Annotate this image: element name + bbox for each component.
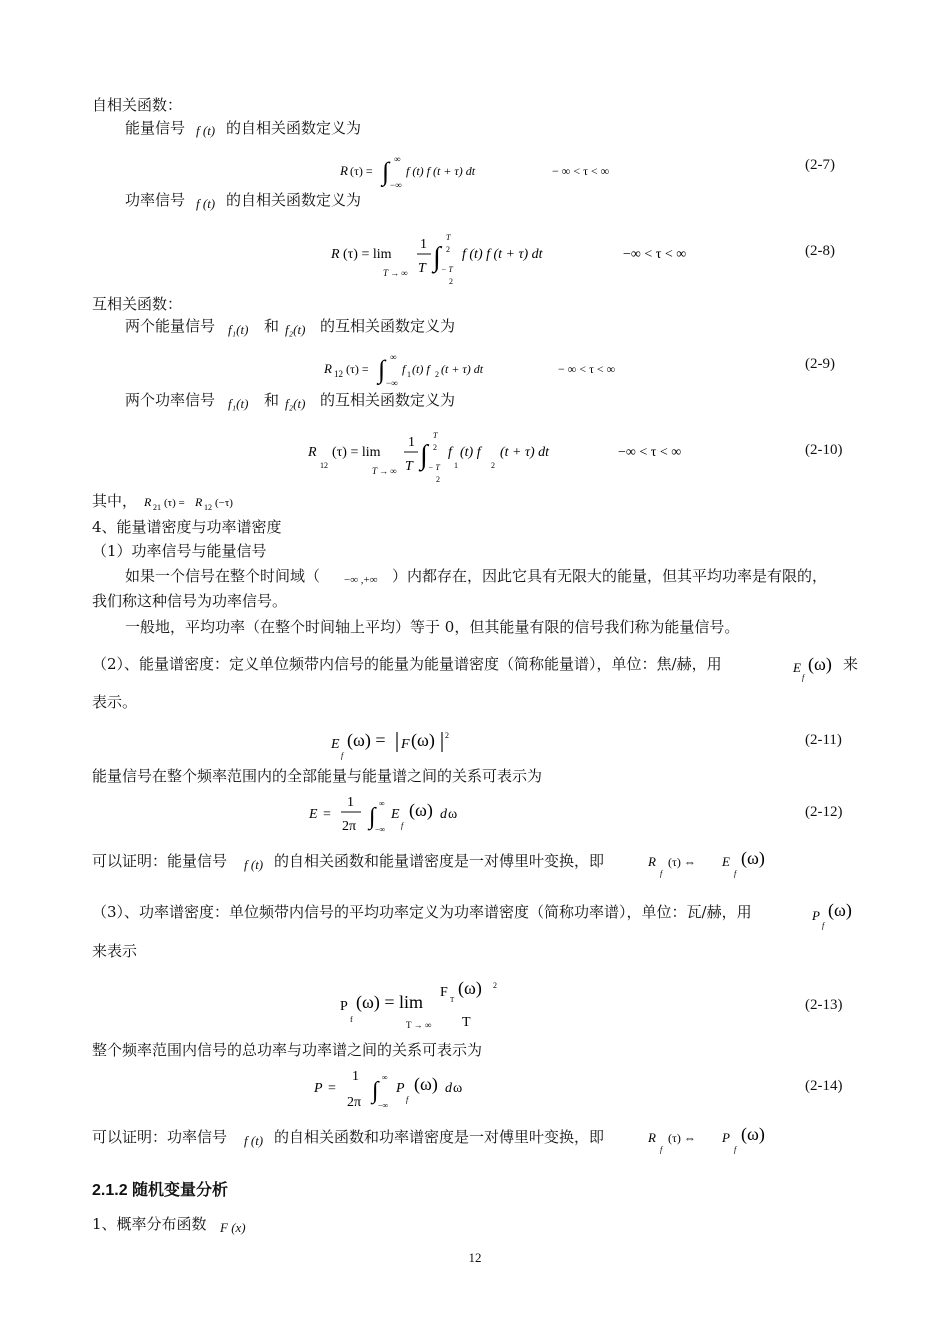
eq-number-2-12: (2-12) xyxy=(805,804,843,820)
svg-text:P: P xyxy=(396,1081,405,1096)
subsection-2-text: （2）、能量谱密度：定义单位频带内信号的能量为能量谱密度（简称能量谱），单位：焦/赫，用 xyxy=(92,655,722,673)
svg-text:(τ) = lim: (τ) = lim xyxy=(332,445,381,460)
power-def-text-2: 的自相关函数定义为 xyxy=(226,191,362,209)
svg-text:2: 2 xyxy=(446,245,450,254)
equation-2-12 xyxy=(305,790,485,836)
svg-text:R: R xyxy=(195,495,203,509)
svg-text:f: f xyxy=(402,362,406,376)
svg-text:(τ) ⇔: (τ) ⇔ xyxy=(668,855,696,869)
svg-text:(τ) ⇔: (τ) ⇔ xyxy=(668,1131,696,1145)
proof2-symbol: f (t) xyxy=(244,1133,264,1148)
svg-text:T: T xyxy=(462,1015,471,1030)
para1-text-a: 如果一个信号在整个时间域（ xyxy=(125,567,321,585)
svg-text:−∞: −∞ xyxy=(386,378,398,388)
power-spectrum-symbol xyxy=(808,898,863,932)
svg-text:f: f xyxy=(802,673,805,682)
svg-text:∞: ∞ xyxy=(379,799,385,808)
svg-text:(ω): (ω) xyxy=(828,900,852,920)
svg-text:21: 21 xyxy=(153,503,161,512)
svg-text:R: R xyxy=(324,361,332,376)
svg-text:d: d xyxy=(445,1081,452,1096)
svg-text:(t) f: (t) f xyxy=(460,445,481,460)
svg-text:∞: ∞ xyxy=(390,352,397,362)
subsection-3-text-c: 来表示 xyxy=(92,942,138,960)
svg-text:∫: ∫ xyxy=(420,440,428,471)
svg-text:2: 2 xyxy=(449,277,453,286)
svg-text:f: f xyxy=(341,751,344,760)
equation-2-9 xyxy=(318,346,648,390)
subsection-3-text: （3）、功率谱密度：单位频带内信号的平均功率定义为功率谱密度（简称功率谱），单位：瓦/赫，用 xyxy=(92,903,752,921)
subsection-1-heading: （1）功率信号与能量信号 xyxy=(92,542,267,560)
svg-text:12: 12 xyxy=(320,461,328,470)
equation-2-8 xyxy=(325,228,725,290)
subsection-2-text-c: 表示。 xyxy=(92,693,138,711)
crosscorr-heading: 互相关函数： xyxy=(92,295,183,313)
svg-text:(ω): (ω) xyxy=(409,800,433,820)
svg-text:E: E xyxy=(331,737,340,752)
svg-text:∫: ∫ xyxy=(378,355,386,384)
cross-energy-f1: f₁(t) xyxy=(228,322,249,337)
proof2-expression xyxy=(644,1120,784,1158)
svg-text:(ω) =: (ω) = xyxy=(347,730,386,750)
svg-text:f: f xyxy=(734,869,737,878)
svg-text:(τ) = lim: (τ) = lim xyxy=(343,247,392,262)
svg-text:(ω): (ω) xyxy=(808,654,832,674)
cross-power-text: 两个功率信号 xyxy=(125,391,216,409)
cross-energy-text-2: 的互相关函数定义为 xyxy=(320,317,456,335)
power-def-text: 功率信号 xyxy=(125,191,186,209)
equation-2-10 xyxy=(300,424,720,488)
para1-text-c: 我们称这种信号为功率信号。 xyxy=(92,592,288,610)
where-text: 其中， xyxy=(92,492,138,510)
svg-text:− T: − T xyxy=(428,463,440,472)
svg-text:2: 2 xyxy=(493,981,497,990)
svg-text:∞: ∞ xyxy=(394,154,401,164)
svg-text:f: f xyxy=(406,1095,409,1104)
eq-number-2-13: (2-13) xyxy=(805,997,843,1013)
para1-text-b: ）内都存在，因此它具有无限大的能量，但其平均功率是有限的， xyxy=(392,567,828,585)
svg-text:R: R xyxy=(331,247,340,262)
proof1-text-a: 可以证明：能量信号 xyxy=(92,852,228,870)
svg-text:F: F xyxy=(401,737,410,752)
svg-text:1: 1 xyxy=(454,461,458,470)
svg-text:R: R xyxy=(340,163,348,178)
svg-text:E: E xyxy=(309,807,318,822)
proof2-text-a: 可以证明：功率信号 xyxy=(92,1128,228,1146)
svg-text:2: 2 xyxy=(445,731,449,740)
cross-power-and: 和 xyxy=(264,391,280,409)
proof2-text-b: 的自相关函数和功率谱密度是一对傅里叶变换，即 xyxy=(274,1128,605,1146)
svg-text:T: T xyxy=(418,261,426,276)
svg-text:E: E xyxy=(793,660,801,675)
svg-text:1: 1 xyxy=(407,370,411,379)
svg-text:d: d xyxy=(440,807,447,822)
svg-text:f: f xyxy=(734,1145,737,1154)
energy-spectrum-symbol xyxy=(790,650,840,684)
svg-text:f: f xyxy=(660,869,663,878)
svg-text:(ω): (ω) xyxy=(458,978,482,998)
power-def-symbol: f (t) xyxy=(196,196,216,211)
svg-text:P: P xyxy=(722,1130,730,1145)
item-1-text: 1、概率分布函数 xyxy=(92,1215,207,1233)
proof1-text-b: 的自相关函数和能量谱密度是一对傅里叶变换，即 xyxy=(274,852,605,870)
svg-text:f (t) f (t + τ) dt: f (t) f (t + τ) dt xyxy=(406,164,476,178)
svg-text:E: E xyxy=(391,807,400,822)
svg-text:−∞: −∞ xyxy=(390,180,402,190)
svg-text:(ω): (ω) xyxy=(411,730,435,750)
svg-text:− T: − T xyxy=(441,265,453,274)
para2-text: 一般地，平均功率（在整个时间轴上平均）等于 0，但其能量有限的信号我们称为能量信号。 xyxy=(125,618,740,636)
svg-text:1: 1 xyxy=(420,237,427,252)
subsection-2-text-b: 来 xyxy=(843,655,859,673)
svg-text:=: = xyxy=(328,1081,336,1096)
para1-interval: −∞ ,+∞ xyxy=(344,574,378,586)
eq-number-2-9: (2-9) xyxy=(805,356,835,372)
svg-text:f: f xyxy=(822,921,825,930)
svg-text:1: 1 xyxy=(408,435,415,450)
svg-text:(t + τ) dt: (t + τ) dt xyxy=(441,362,484,376)
svg-text:(ω): (ω) xyxy=(414,1074,438,1094)
svg-text:(τ) =: (τ) = xyxy=(346,362,369,376)
eq-number-2-11: (2-11) xyxy=(805,732,842,748)
svg-text:2π: 2π xyxy=(347,1095,362,1110)
relation-energy-text: 能量信号在整个频率范围内的全部能量与能量谱之间的关系可表示为 xyxy=(92,767,543,785)
svg-text:∫: ∫ xyxy=(372,1078,379,1104)
svg-text:T → ∞: T → ∞ xyxy=(372,466,397,476)
equation-2-7 xyxy=(330,148,630,192)
svg-text:(τ) =: (τ) = xyxy=(164,497,185,509)
section-2-1-2-heading: 2.1.2 随机变量分析 xyxy=(92,1182,229,1199)
svg-text:− ∞ < τ < ∞: − ∞ < τ < ∞ xyxy=(552,164,610,178)
svg-text:f (t) f (t + τ) dt: f (t) f (t + τ) dt xyxy=(462,247,543,262)
svg-text:(t + τ) dt: (t + τ) dt xyxy=(500,445,550,460)
section-4-heading: 4、能量谱密度与功率谱密度 xyxy=(92,518,282,536)
svg-text:f: f xyxy=(350,1015,353,1024)
svg-text:2π: 2π xyxy=(342,819,357,834)
eq-number-2-7: (2-7) xyxy=(805,157,835,173)
svg-text:T: T xyxy=(446,233,451,242)
svg-text:−∞: −∞ xyxy=(378,1101,389,1110)
energy-def-symbol: f (t) xyxy=(196,123,216,138)
svg-text:∫: ∫ xyxy=(382,157,390,186)
svg-text:P: P xyxy=(812,908,820,923)
svg-text:f: f xyxy=(401,821,404,830)
svg-text:(ω): (ω) xyxy=(741,1124,765,1144)
equation-2-14 xyxy=(310,1064,490,1114)
svg-text:R: R xyxy=(648,1130,656,1145)
cross-energy-and: 和 xyxy=(264,317,280,335)
item-1-symbol: F (x) xyxy=(220,1220,246,1235)
svg-text:∞: ∞ xyxy=(382,1073,388,1082)
svg-text:1: 1 xyxy=(347,795,354,810)
svg-text:(ω) = lim: (ω) = lim xyxy=(356,992,423,1012)
eq-number-2-14: (2-14) xyxy=(805,1078,843,1094)
svg-text:1: 1 xyxy=(352,1069,359,1084)
svg-text:(τ) =: (τ) = xyxy=(350,164,373,178)
svg-text:2: 2 xyxy=(491,461,495,470)
svg-text:ω: ω xyxy=(453,1081,463,1096)
svg-text:T → ∞: T → ∞ xyxy=(406,1020,432,1030)
cross-power-text-2: 的互相关函数定义为 xyxy=(320,391,456,409)
svg-text:F: F xyxy=(440,985,448,1000)
svg-text:=: = xyxy=(323,807,331,822)
svg-text:R: R xyxy=(308,445,317,460)
cross-power-f1: f₁(t) xyxy=(228,396,249,411)
equation-2-11 xyxy=(325,726,485,766)
autocorr-heading: 自相关函数： xyxy=(92,96,183,114)
svg-text:2: 2 xyxy=(433,443,437,452)
page-number: 12 xyxy=(468,1250,482,1265)
cross-power-f2: f₂(t) xyxy=(285,396,306,411)
svg-text:R: R xyxy=(648,854,656,869)
svg-text:R: R xyxy=(144,495,152,509)
svg-text:−∞: −∞ xyxy=(375,825,386,834)
svg-text:E: E xyxy=(722,854,730,869)
svg-text:∫: ∫ xyxy=(433,242,441,273)
svg-text:ω: ω xyxy=(448,807,458,822)
svg-text:T → ∞: T → ∞ xyxy=(383,268,408,278)
svg-text:P: P xyxy=(340,999,348,1014)
svg-text:f: f xyxy=(660,1145,663,1154)
svg-text:2: 2 xyxy=(435,370,439,379)
cross-energy-text: 两个能量信号 xyxy=(125,317,216,335)
svg-text:∫: ∫ xyxy=(369,804,376,830)
where-expression xyxy=(140,490,290,516)
svg-text:T: T xyxy=(450,996,455,1004)
svg-text:−∞ < τ < ∞: −∞ < τ < ∞ xyxy=(618,445,682,460)
proof1-symbol: f (t) xyxy=(244,857,264,872)
svg-text:T: T xyxy=(433,431,438,440)
relation-power-text: 整个频率范围内信号的总功率与功率谱之间的关系可表示为 xyxy=(92,1041,483,1059)
energy-def-text: 能量信号 xyxy=(125,119,186,137)
cross-energy-f2: f₂(t) xyxy=(285,322,306,337)
svg-text:(ω): (ω) xyxy=(741,848,765,868)
svg-text:− ∞ < τ < ∞: − ∞ < τ < ∞ xyxy=(558,362,616,376)
svg-text:f: f xyxy=(448,445,452,460)
svg-text:(t) f: (t) f xyxy=(412,362,430,376)
svg-text:12: 12 xyxy=(204,503,212,512)
svg-text:12: 12 xyxy=(334,369,343,379)
equation-2-13 xyxy=(330,976,530,1036)
svg-text:2: 2 xyxy=(436,475,440,484)
energy-def-text-2: 的自相关函数定义为 xyxy=(226,119,362,137)
eq-number-2-10: (2-10) xyxy=(805,442,843,458)
svg-text:(−τ): (−τ) xyxy=(215,497,233,509)
svg-text:P: P xyxy=(314,1081,323,1096)
proof1-expression xyxy=(644,844,784,882)
svg-text:T: T xyxy=(405,459,413,474)
eq-number-2-8: (2-8) xyxy=(805,243,835,259)
svg-text:−∞ < τ < ∞: −∞ < τ < ∞ xyxy=(623,247,687,262)
